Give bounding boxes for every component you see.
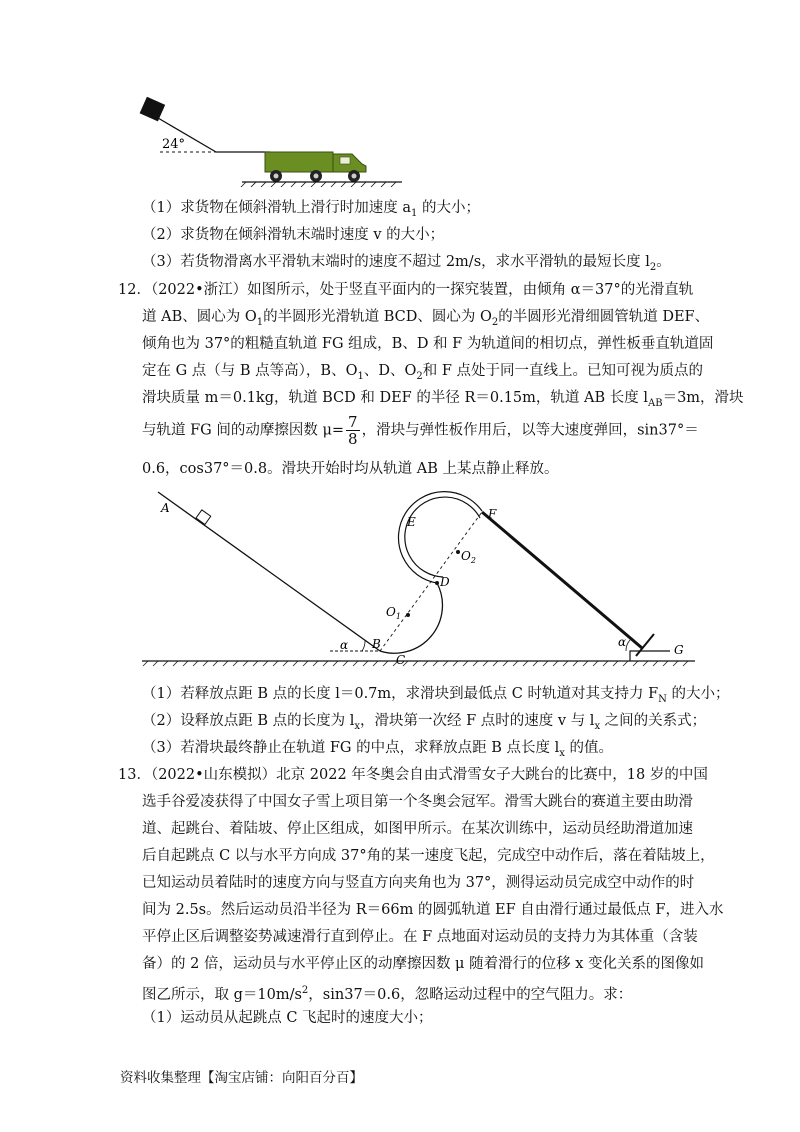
label-alpha-b: α <box>340 638 349 652</box>
label-f: F <box>488 507 497 521</box>
arc-def-inner <box>405 497 480 577</box>
q12-sub3: （3）若滑块最终静止在轨道 FG 的中点，求释放点距 B 点长度 $l_x$ 的值。 <box>142 740 613 759</box>
q12-sub1: （1）若释放点距 B 点的长度 l＝0.7m，求滑块到最低点 C 时轨道对其支持力 $F_N$ 的大小； <box>142 686 730 705</box>
q13-line9: 图乙所示，取 $g=10m/s^2$，sin37＝0.6，忽略运动过程中的空气阻力。求： <box>142 985 633 1003</box>
q13-line1: 13．（2022•山东模拟）北京 2022 年冬奥会自由式滑雪女子大跳台的比赛中，18 岁的中国 <box>118 767 708 783</box>
q13-line8: 备）的 2 倍，运动员与水平停止区的动摩擦因数 μ 随着滑行的位移 x 变化关系的图像如 <box>142 956 704 972</box>
q13-line5: 已知运动员着陆时的速度方向与竖直方向夹角也为 37°，测得运动员完成空中动作的时 <box>142 875 695 891</box>
q11-sub1: （1）求货物在倾斜滑轨上滑行时加速度 $a_1$ 的大小； <box>142 200 480 219</box>
angle-label: 24° <box>162 137 186 152</box>
slider-block <box>196 510 211 525</box>
q11-sub3: （3）若货物滑离水平滑轨末端时的速度不超过 2m/s，求水平滑轨的最短长度 $l_2$。 <box>142 254 671 273</box>
track-fg <box>482 512 642 648</box>
q12-line7: 0.6，cos37°＝0.8。滑块开始时均从轨道 AB 上某点静止释放。 <box>142 461 559 477</box>
figure-track-apparatus <box>140 488 700 673</box>
q12-line1: 12．（2022•浙江）如图所示，处于竖直平面内的一探究装置，由倾角 α＝37°的光滑直轨 <box>118 282 694 298</box>
q13-sub1: （1）运动员从起跳点 C 飞起时的速度大小； <box>142 1010 433 1026</box>
figure-truck-slide <box>120 90 420 190</box>
q11-sub2: （2）求货物在倾斜滑轨末端时速度 v 的大小； <box>142 227 445 243</box>
q12-line6: 与轨道 FG 间的动摩擦因数 μ= $\frac{7}{8}$ ，滑块与弹性板作用后，以等大速度弹回，sin37°＝ <box>142 413 699 448</box>
q12-line4: 定在 G 点（与 B 点等高），B、$O_1$、D、$O_2$和 F 点处于同一直线上。已知可视为质点的 <box>142 363 704 382</box>
label-d: D <box>440 575 450 589</box>
dash-centers <box>380 512 482 651</box>
q13-line4: 后自起跳点 C 以与水平方向成 37°角的某一速度飞起，完成空中动作后，落在着陆坡上， <box>142 848 715 864</box>
q12-line5: 滑块质量 m＝0.1kg，轨道 BCD 和 DEF 的半径 R＝0.15m，轨道 AB 长度 $l_{AB}=3m$，滑块 <box>142 390 744 409</box>
q13-line2: 选手谷爱凌获得了中国女子雪上项目第一个冬奥会冠军。滑雪大跳台的赛道主要由助滑 <box>142 794 693 810</box>
label-c: C <box>396 653 406 667</box>
label-b: B <box>372 637 381 651</box>
q12-sub2: （2）设释放点距 B 点的长度为 $l_x$，滑块第一次经 F 点时的速度 v 与 $l_x$ 之间的关系式； <box>142 713 707 732</box>
track-ab <box>158 492 380 651</box>
truck-shape <box>265 152 366 182</box>
mu-fraction: $\frac{7}{8}$ <box>348 413 358 448</box>
label-e: E <box>407 515 416 529</box>
alpha-arc-g <box>626 640 630 651</box>
label-o2: $O_2$ <box>461 549 476 565</box>
label-a: A <box>161 501 170 515</box>
q13-line7: 平停止区后调整姿势减速滑行直到停止。在 F 点地面对运动员的支持力为其体重（含装 <box>142 929 698 945</box>
alpha-arc-b <box>362 640 365 651</box>
q12-line3: 倾角也为 37°的粗糙直轨道 FG 组成，B、D 和 F 为轨道间的相切点，弹性板垂直轨道固 <box>142 336 714 352</box>
q13-line6: 间为 2.5s。然后运动员沿半径为 R＝66m 的圆弧轨道 EF 自由滑行通过最低点 F，进入水 <box>142 902 724 918</box>
q13-line3: 道、起跳台、着陆坡、停止区组成，如图甲所示。在某次训练中，运动员经助滑道加速 <box>142 821 693 837</box>
label-o1: $O_1$ <box>386 605 401 621</box>
q12-line2: 道 AB、圆心为 $O_1$的半圆形光滑轨道 BCD、圆心为 $O_2$的半圆形光滑细圆管轨道 DEF、 <box>142 309 710 328</box>
crate-shape <box>140 97 166 122</box>
page-footer: 资料收集整理【淘宝店铺：向阳百分百】 <box>120 1070 363 1086</box>
label-g: G <box>674 643 684 657</box>
label-alpha-g: α <box>618 635 627 649</box>
